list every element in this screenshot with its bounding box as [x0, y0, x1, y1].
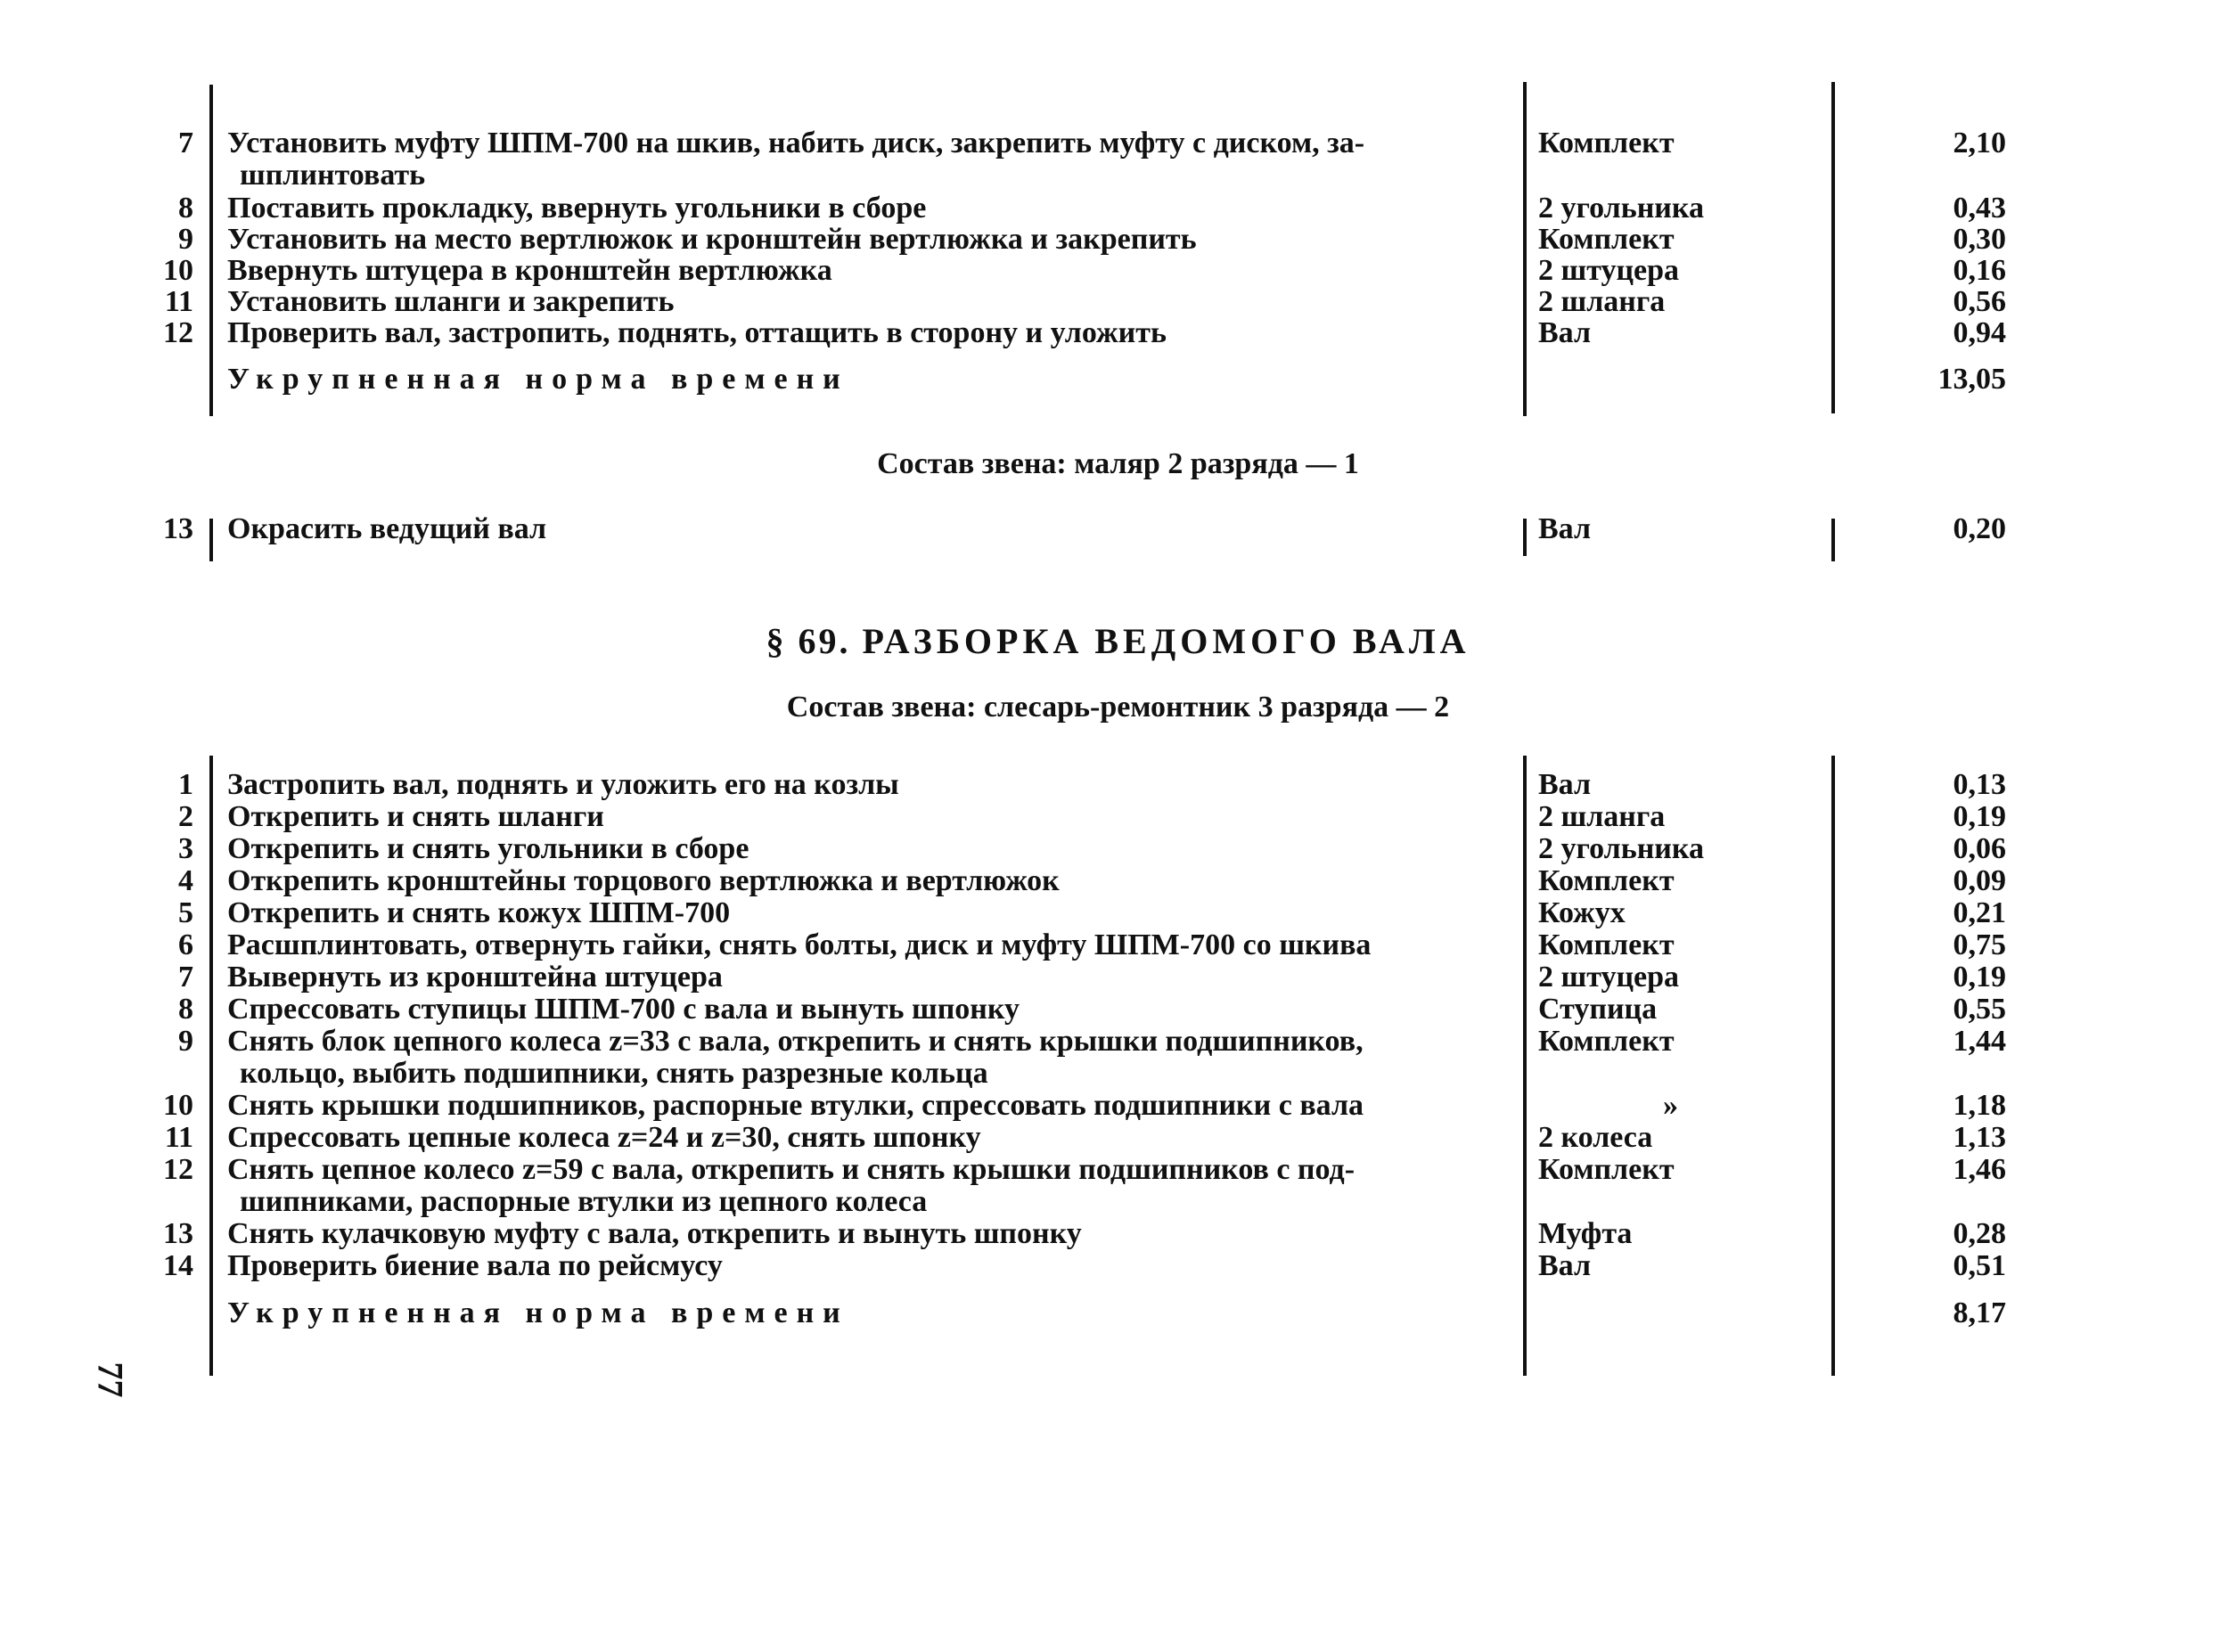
crew-composition-painter: Состав звена: маляр 2 разряда — 1 — [877, 447, 1359, 480]
time-norm: 0,56 — [1953, 285, 2006, 318]
table-row — [0, 1090, 2236, 1122]
row-number: 10 — [163, 1089, 193, 1122]
unit-of-measure: Вал — [1538, 512, 1592, 545]
row-number: 4 — [178, 864, 193, 897]
operation-description: Установить на место вертлюжок и кронштейн вертлюжка и закрепить — [227, 223, 1197, 256]
time-norm: 0,51 — [1953, 1249, 2006, 1282]
table-row — [0, 961, 2236, 994]
row-number: 7 — [178, 961, 193, 994]
unit-of-measure: Вал — [1538, 768, 1592, 801]
operation-description: Открепить и снять шланги — [227, 800, 604, 833]
row-number: 11 — [164, 285, 193, 318]
operation-description: Ввернуть штуцера в кронштейн вертлюжка — [227, 254, 832, 287]
description-line-2: шипниками, распорные втулки из цепного колеса — [240, 1185, 928, 1218]
table-row — [0, 994, 2236, 1026]
unit-of-measure: Комплект — [1538, 223, 1675, 256]
description-line-1: Установить муфту ШПМ-700 на шкив, набить диск, закрепить муфту с диском, за- — [227, 127, 1365, 159]
unit-of-measure: 2 штуцера — [1538, 254, 1680, 287]
row-number: 2 — [178, 800, 193, 833]
table-row — [0, 224, 2236, 256]
section-heading — [0, 620, 2236, 662]
table-row — [0, 317, 2236, 349]
unit-of-measure: » — [1663, 1089, 1678, 1122]
operation-description: Открепить кронштейны торцового вертлюжка и вертлюжок — [227, 864, 1060, 897]
operation-description: Открепить и снять кожух ШПМ-700 — [227, 896, 731, 929]
time-norm: 2,10 — [1953, 127, 2006, 159]
time-norm: 0,19 — [1953, 961, 2006, 994]
table-row — [0, 929, 2236, 961]
row-number: 10 — [163, 254, 193, 287]
table-row — [0, 865, 2236, 897]
unit-of-measure: 2 угольника — [1538, 832, 1704, 865]
total-row — [0, 1297, 2236, 1329]
total-row — [0, 364, 2236, 396]
total-label: Укрупненная норма времени — [227, 363, 849, 396]
table-row — [0, 255, 2236, 287]
description-line-2: кольцо, выбить подшипники, снять разрезные кольца — [240, 1057, 988, 1090]
table-row — [0, 801, 2236, 833]
row-number: 8 — [178, 192, 193, 225]
time-norm: 0,30 — [1953, 223, 2006, 256]
time-norm: 0,09 — [1953, 864, 2006, 897]
operation-description — [227, 127, 1502, 192]
time-norm: 1,18 — [1953, 1089, 2006, 1122]
page-number: 77 — [90, 1362, 131, 1398]
time-norm: 0,75 — [1953, 928, 2006, 961]
row-number: 7 — [178, 127, 193, 159]
row-number: 1 — [178, 768, 193, 801]
operation-description — [227, 1154, 1502, 1218]
operation-description: Снять кулачковую муфту с вала, открепить и вынуть шпонку — [227, 1217, 1082, 1250]
unit-of-measure: Муфта — [1538, 1217, 1633, 1250]
operation-description — [227, 1026, 1502, 1090]
operation-description: Спрессовать ступицы ШПМ-700 с вала и вынуть шпонку — [227, 993, 1020, 1026]
row-number: 3 — [178, 832, 193, 865]
table-row — [0, 833, 2236, 865]
description-line-1: Снять блок цепного колеса z=33 с вала, открепить и снять крышки подшипников, — [227, 1025, 1364, 1058]
operation-description: Спрессовать цепные колеса z=24 и z=30, снять шпонку — [227, 1121, 981, 1154]
row-number: 11 — [164, 1121, 193, 1154]
row-number: 9 — [178, 1025, 193, 1058]
row-number: 6 — [178, 928, 193, 961]
operation-description: Открепить и снять угольники в сборе — [227, 832, 749, 865]
total-label: Укрупненная норма времени — [227, 1296, 849, 1329]
row-number: 13 — [163, 512, 193, 545]
time-norm: 0,13 — [1953, 768, 2006, 801]
unit-of-measure: Комплект — [1538, 928, 1675, 961]
time-norm: 0,16 — [1953, 254, 2006, 287]
operation-description: Окрасить ведущий вал — [227, 512, 547, 545]
table-row — [0, 897, 2236, 929]
time-norm: 0,55 — [1953, 993, 2006, 1026]
table-row — [0, 1154, 2236, 1218]
operation-description: Вывернуть из кронштейна штуцера — [227, 961, 723, 994]
time-norm: 0,94 — [1953, 316, 2006, 349]
time-norm: 1,46 — [1953, 1153, 2006, 1186]
heading-word: ВАЛА — [1352, 621, 1470, 661]
section-sign: § 69. — [766, 621, 851, 661]
total-value: 13,05 — [1937, 363, 2006, 396]
time-norm: 1,13 — [1953, 1121, 2006, 1154]
table-row — [0, 127, 2236, 192]
heading-word: РАЗБОРКА — [862, 621, 1084, 661]
operation-description: Застропить вал, поднять и уложить его на козлы — [227, 768, 899, 801]
description-line-2: шплинтовать — [240, 159, 426, 192]
row-number: 5 — [178, 896, 193, 929]
unit-of-measure: Комплект — [1538, 1153, 1675, 1186]
table-row — [0, 1218, 2236, 1250]
description-line-1: Снять цепное колесо z=59 с вала, открепить и снять крышки подшипников с под- — [227, 1153, 1356, 1186]
operation-description: Проверить вал, застропить, поднять, оттащить в сторону и уложить — [227, 316, 1167, 349]
operation-description: Установить шланги и закрепить — [227, 285, 675, 318]
operation-description: Снять крышки подшипников, распорные втулки, спрессовать подшипники с вала — [227, 1089, 1364, 1122]
unit-of-measure: 2 штуцера — [1538, 961, 1680, 994]
operation-description: Расшплинтовать, отвернуть гайки, снять болты, диск и муфту ШПМ-700 со шкива — [227, 928, 1372, 961]
time-norm: 0,19 — [1953, 800, 2006, 833]
unit-of-measure: Комплект — [1538, 864, 1675, 897]
table-row — [0, 513, 2236, 545]
unit-of-measure: Комплект — [1538, 127, 1675, 159]
row-number: 8 — [178, 993, 193, 1026]
time-norm: 1,44 — [1953, 1025, 2006, 1058]
row-number: 14 — [163, 1249, 193, 1282]
operation-description: Поставить прокладку, ввернуть угольники в сборе — [227, 192, 927, 225]
table-row — [0, 286, 2236, 318]
crew-composition-fitter: Состав звена: слесарь-ремонтник 3 разряда — 2 — [786, 691, 1450, 724]
table-row — [0, 1250, 2236, 1282]
unit-of-measure: Вал — [1538, 1249, 1592, 1282]
row-number: 12 — [163, 1153, 193, 1186]
time-norm: 0,20 — [1953, 512, 2006, 545]
time-norm: 0,28 — [1953, 1217, 2006, 1250]
time-norm: 0,21 — [1953, 896, 2006, 929]
unit-of-measure: Кожух — [1538, 896, 1626, 929]
unit-of-measure: Комплект — [1538, 1025, 1675, 1058]
total-value: 8,17 — [1953, 1296, 2006, 1329]
table-row — [0, 1122, 2236, 1154]
row-number: 13 — [163, 1217, 193, 1250]
table-row — [0, 769, 2236, 801]
unit-of-measure: Вал — [1538, 316, 1592, 349]
operation-description: Проверить биение вала по рейсмусу — [227, 1249, 723, 1282]
table-row — [0, 1026, 2236, 1090]
unit-of-measure: 2 шланга — [1538, 800, 1666, 833]
heading-word: ВЕДОМОГО — [1094, 621, 1341, 661]
unit-of-measure: 2 угольника — [1538, 192, 1704, 225]
time-norm: 0,06 — [1953, 832, 2006, 865]
table-row — [0, 192, 2236, 225]
row-number: 9 — [178, 223, 193, 256]
unit-of-measure: 2 колеса — [1538, 1121, 1653, 1154]
unit-of-measure: Ступица — [1538, 993, 1658, 1026]
unit-of-measure: 2 шланга — [1538, 285, 1666, 318]
row-number: 12 — [163, 316, 193, 349]
time-norm: 0,43 — [1953, 192, 2006, 225]
